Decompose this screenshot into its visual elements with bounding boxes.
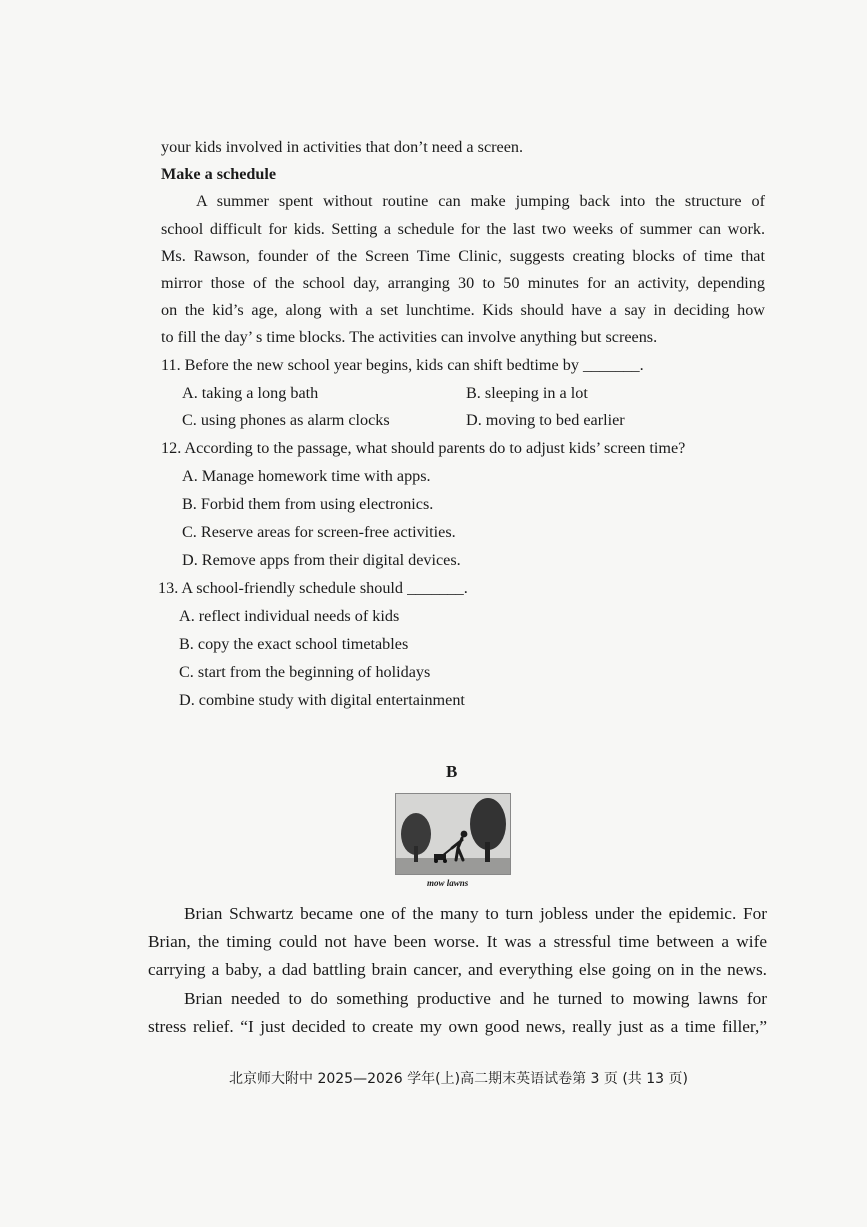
page-footer: 北京师大附中 2025—2026 学年(上)高二期末英语试卷第 3 页 (共 13 页)	[229, 1071, 688, 1087]
question-11-stem: 11. Before the new school year begins, kids can shift bedtime by _______.	[161, 356, 644, 374]
paragraph-line: Ms. Rawson, founder of the Screen Time Clinic, suggests creating blocks of time that	[161, 247, 765, 265]
passage-b-line: Brian, the timing could not have been worse. It was a stressful time between a wife	[148, 932, 767, 951]
figure-caption: mow lawns	[427, 878, 469, 888]
question-12-option-c[interactable]: C. Reserve areas for screen-free activities.	[182, 523, 456, 541]
passage-b-line: Brian Schwartz became one of the many to turn jobless under the epidemic. For	[184, 904, 767, 923]
question-13-option-a[interactable]: A. reflect individual needs of kids	[179, 607, 400, 625]
question-11-option-c[interactable]: C. using phones as alarm clocks	[182, 411, 390, 429]
section-heading: Make a schedule	[161, 165, 277, 183]
paragraph-line: to fill the day’ s time blocks. The activities can involve anything but screens.	[161, 328, 658, 346]
passage-b-label: B	[446, 762, 458, 781]
passage-a-continuation: your kids involved in activities that don’t need a screen.	[161, 138, 524, 156]
question-11-option-a[interactable]: A. taking a long bath	[182, 384, 319, 402]
question-12-option-b[interactable]: B. Forbid them from using electronics.	[182, 495, 434, 513]
mowing-lawn-illustration	[395, 793, 511, 875]
question-13-option-d[interactable]: D. combine study with digital entertainment	[179, 691, 465, 709]
question-12-option-d[interactable]: D. Remove apps from their digital devices.	[182, 551, 461, 569]
passage-b-line: Brian needed to do something productive and he turned to mowing lawns for	[184, 989, 767, 1008]
question-12-stem: 12. According to the passage, what should parents do to adjust kids’ screen time?	[161, 439, 686, 457]
question-13-stem: 13. A school-friendly schedule should _______.	[158, 579, 468, 597]
paragraph-line: school difficult for kids. Setting a schedule for the last two weeks of summer can work.	[161, 220, 765, 238]
question-12-option-a[interactable]: A. Manage homework time with apps.	[182, 467, 431, 485]
question-11-option-b[interactable]: B. sleeping in a lot	[466, 384, 588, 402]
passage-b-line: carrying a baby, a dad battling brain cancer, and everything else going on in the news.	[148, 960, 767, 979]
passage-b-line: stress relief. “I just decided to create my own good news, really just as a time filler,”	[148, 1017, 767, 1036]
paragraph-line: A summer spent without routine can make jumping back into the structure of	[196, 192, 765, 210]
paragraph-line: mirror those of the school day, arranging 30 to 50 minutes for an activity, depending	[161, 274, 765, 292]
question-13-option-c[interactable]: C. start from the beginning of holidays	[179, 663, 431, 681]
paragraph-line: on the kid’s age, along with a set lunchtime. Kids should have a say in deciding how	[161, 301, 765, 319]
lawn-mowing-picture	[396, 794, 511, 875]
question-11-option-d[interactable]: D. moving to bed earlier	[466, 411, 625, 429]
question-13-option-b[interactable]: B. copy the exact school timetables	[179, 635, 409, 653]
